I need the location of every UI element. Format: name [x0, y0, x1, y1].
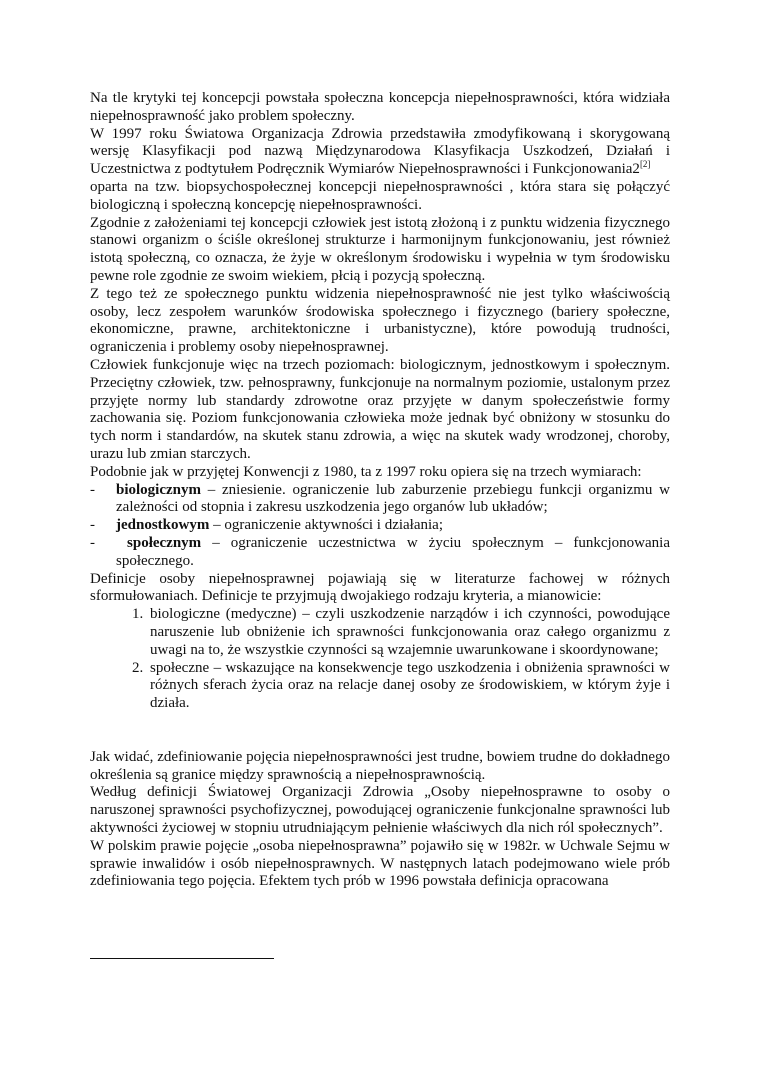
paragraph-polish-law: W polskim prawie pojęcie „osoba niepełnosprawna” pojawiło się w 1982r. w Uchwale Sejmu w sprawie inwalidów i osób niepełnosprawnych. W następnych latach podejmowano wiele prób zdefiniowania tego pojęcia. Efektem tych prób w 1996 powstała definicja opracowana: [90, 837, 670, 890]
list-number: 2.: [132, 659, 144, 676]
blank-line: [90, 713, 670, 731]
paragraph-difficulty: Jak widać, zdefiniowanie pojęcia niepełnosprawności jest trudne, bowiem trudne do dokładnego określenia są granice między sprawnością a niepełnosprawnością.: [90, 748, 670, 783]
list-text: biologiczne (medyczne) – czyli uszkodzenie narządów i ich czynności, powodujące naruszenie lub obniżenie ich sprawności funkcjonowania oraz całego organizmu z uwagi na to, że wszystkie czynności są wzajemnie uwarunkowane i skoordynowane;: [150, 606, 670, 658]
list-item-individual: [90, 517, 670, 535]
blank-line: [90, 731, 670, 749]
paragraph-biopsychosocial: oparta na tzw. biopsychospołecznej koncepcji niepełnosprawności , która stara się połączyć biologiczną i społeczną koncepcję niepełnosprawności.: [90, 178, 670, 213]
list-item-criterion-social: [90, 660, 670, 713]
list-item-social: [90, 535, 670, 571]
list-text: – ograniczenie aktywności i działania;: [209, 517, 444, 534]
paragraph-social-concept: Na tle krytyki tej koncepcji powstała społeczna koncepcja niepełnosprawności, która widziała niepełnosprawność jako problem społeczny.: [90, 90, 670, 124]
list-term: społecznym: [116, 534, 202, 551]
list-item-biological: [90, 482, 670, 518]
footnote-reference[interactable]: [2]: [639, 159, 651, 170]
footnote-separator: [90, 958, 274, 959]
list-item-criterion-biological: [90, 606, 670, 659]
list-text: – zniesienie. ograniczenie lub zaburzenie przebiegu funkcji organizmu w zależności od stopnia i zakresu uszkodzenia jego organów lub układów;: [116, 481, 670, 516]
paragraph-who-1997-text: W 1997 roku Światowa Organizacja Zdrowia przedstawiła zmodyfikowaną i skorygowaną wersję Klasyfikacji pod nazwą Międzynarodowa Klasyfikacja Uszkodzeń, Działań i Uczestnictwa z podtytułem Podręcznik Wymiarów Niepełnosprawności i Funkcjonowania2: [90, 125, 670, 178]
paragraph-who-definition: Według definicji Światowej Organizacji Zdrowia „Osoby niepełnosprawne to osoby o naruszonej sprawności psychofizycznej, powodującej ograniczenie funkcjonalne sprawności lub aktywności życiowej w stopniu utrudniającym pełnienie właściwych dla nich ról społecznych”.: [90, 784, 670, 837]
list-dash: -: [90, 534, 95, 551]
paragraph-definitions: Definicje osoby niepełnosprawnej pojawiają się w literaturze fachowej w różnych sformułowaniach. Definicje te przyjmują dwojakiego rodzaju kryteria, a mianowicie:: [90, 570, 670, 605]
dimensions-list: [90, 482, 670, 571]
criteria-list: [90, 606, 670, 713]
list-dash: -: [90, 517, 95, 534]
list-term: jednostkowym: [116, 517, 210, 534]
paragraph-social-viewpoint: Z tego też ze społecznego punktu widzenia niepełnosprawność nie jest tylko właściwością osoby, lecz zespołem warunków środowiska społecznego i fizycznego (bariery społeczne, ekonomiczne, prawne, architektoniczne i urbanistyczne), które powodują trudności, ograniczenia i problemy osoby niepełnosprawnej.: [90, 285, 670, 356]
list-text: – ograniczenie uczestnictwa w życiu społecznym – funkcjonowania społecznego.: [116, 534, 670, 569]
list-text: społeczne – wskazujące na konsekwencje tego uszkodzenia i obniżenia sprawności w różnych sferach życia oraz na relacje danej osoby ze środowiskiem, w którym żyje i działa.: [150, 659, 670, 712]
paragraph-three-levels: Człowiek funkcjonuje więc na trzech poziomach: biologicznym, jednostkowym i społecznym. Przeciętny człowiek, tzw. pełnosprawny, funkcjonuje na normalnym poziomie, ustalonym przez przyjęte normy lub standardy zdrowotne oraz przyjęte w danym społeczeństwie formy zachowania się. Poziom funkcjonowania człowieka może jednak być obniżony w stosunku do tych norm i standardów, na skutek stanu zdrowia, a więc na skutek wady wrodzonej, choroby, urazu lub zmian starczych.: [90, 356, 670, 462]
paragraph-three-dimensions: Podobnie jak w przyjętej Konwencji z 1980, ta z 1997 roku opiera się na trzech wymiarach:: [90, 463, 642, 480]
list-number: 1.: [132, 606, 144, 623]
paragraph-human-being: Zgodnie z założeniami tej koncepcji człowiek jest istotą złożoną i z punktu widzenia fizycznego stanowi organizm o ściśle określonej strukturze i harmonijnym funkcjonowaniu, jest również istotą społeczną, co oznacza, że żyje w określonym środowisku i wypełnia w tym środowisku pewne role zgodnie ze swoim wiekiem, płcią i pozycją społeczną.: [90, 214, 670, 284]
paragraph-who-1997: [90, 126, 670, 179]
list-term: biologicznym: [116, 481, 201, 498]
list-dash: -: [90, 481, 95, 498]
document-page: [90, 90, 670, 891]
